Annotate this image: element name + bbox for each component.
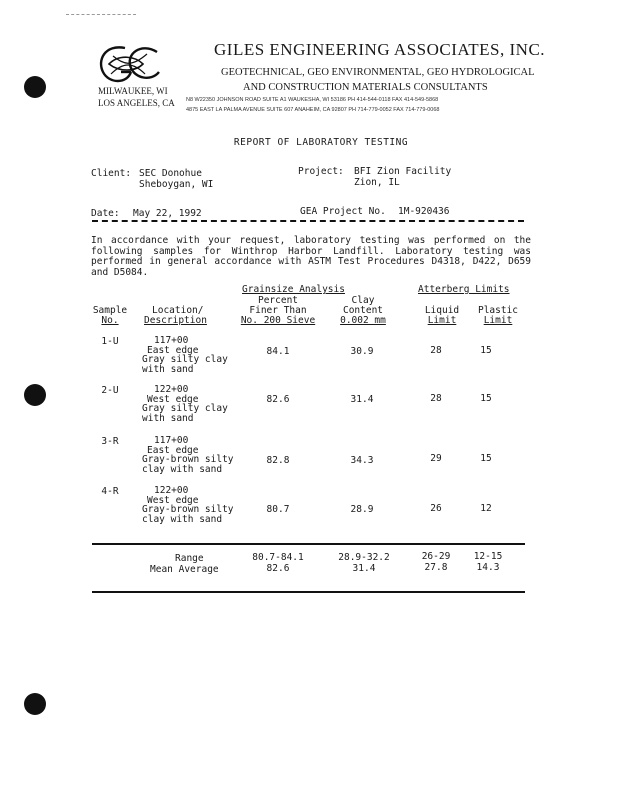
summary-bottom-rule xyxy=(92,591,525,593)
summary-percent-finer-range: 80.7-84.1 xyxy=(252,552,304,563)
table-row-2-description: 122+00 West edge Gray silty clay with sand xyxy=(142,384,228,424)
office-location-los-angeles: LOS ANGELES, CA xyxy=(98,98,175,108)
summary-range-label: Range xyxy=(175,553,204,564)
table-row-4-sample: 4-R xyxy=(101,486,119,497)
table-row-4-plastic-limit: 12 xyxy=(480,503,492,514)
col-header-liquid-limit: Liquid Limit xyxy=(424,305,460,326)
table-row-1-description: 117+00 East edge Gray silty clay with sand xyxy=(142,335,228,375)
company-tagline-2: AND CONSTRUCTION MATERIALS CONSULTANTS xyxy=(243,82,488,93)
gea-project-label: GEA Project No. xyxy=(300,206,386,217)
table-row-3-clay-content: 34.3 xyxy=(350,455,374,466)
summary-plastic-limit-mean: 14.3 xyxy=(476,562,500,573)
table-row-3-description: 117+00 East edge Gray-brown silty clay with sand xyxy=(142,435,234,475)
table-row-1-percent-finer: 84.1 xyxy=(266,346,290,357)
table-row-4-clay-content: 28.9 xyxy=(350,504,374,515)
table-row-2-percent-finer: 82.6 xyxy=(266,394,290,405)
summary-plastic-limit-range: 12-15 xyxy=(473,551,503,562)
table-row-3-liquid-limit: 29 xyxy=(430,453,442,464)
company-tagline-1: GEOTECHNICAL, GEO ENVIRONMENTAL, GEO HYDROLOGICAL xyxy=(221,67,535,78)
summary-liquid-limit-mean: 27.8 xyxy=(424,562,448,573)
grainsize-group-header: Grainsize Analysis xyxy=(242,284,345,295)
punch-hole-middle xyxy=(24,384,46,406)
summary-mean-label: Mean Average xyxy=(150,564,219,575)
report-date: May 22, 1992 xyxy=(133,208,202,219)
col-header-sample: Sample No. xyxy=(92,305,128,326)
project-label: Project: xyxy=(298,166,344,177)
summary-clay-content-range: 28.9-32.2 xyxy=(338,552,390,563)
table-row-2-liquid-limit: 28 xyxy=(430,393,442,404)
intro-paragraph: In accordance with your request, laboratory testing was performed on the following samples for Winthrop Harbor Landfill. Laboratory testing was performed in general accordance with ASTM Test Procedures D4318, D422, D659 and D5084. xyxy=(91,235,531,278)
summary-clay-content-mean: 31.4 xyxy=(352,563,376,574)
table-row-1-clay-content: 30.9 xyxy=(350,346,374,357)
address-line-1: N8 W22350 JOHNSON ROAD SUITE A1 WAUKESHA, WI 53186 PH 414-544-0118 FAX 414-549-5868 xyxy=(186,97,439,103)
table-row-2-sample: 2-U xyxy=(101,385,119,396)
client-label: Client: xyxy=(91,168,132,179)
table-row-3-plastic-limit: 15 xyxy=(480,453,492,464)
summary-top-rule xyxy=(92,543,525,545)
table-row-3-percent-finer: 82.8 xyxy=(266,455,290,466)
table-row-4-description: 122+00 West edge Gray-brown silty clay with sand xyxy=(142,485,234,525)
table-row-2-clay-content: 31.4 xyxy=(350,394,374,405)
punch-hole-bottom xyxy=(24,693,46,715)
col-header-percent-finer: Percent Finer Than No. 200 Sieve xyxy=(240,295,316,326)
office-location-milwaukee: MILWAUKEE, WI xyxy=(98,86,168,96)
header-divider xyxy=(92,220,524,222)
table-row-1-plastic-limit: 15 xyxy=(480,345,492,356)
address-line-2: 4875 EAST LA PALMA AVENUE SUITE 607 ANAHEIM, CA 92807 PH 714-779-0052 FAX 714-779-0068 xyxy=(186,107,440,113)
table-row-4-liquid-limit: 26 xyxy=(430,503,442,514)
summary-liquid-limit-range: 26-29 xyxy=(421,551,451,562)
table-row-2-plastic-limit: 15 xyxy=(480,393,492,404)
project-name: BFI Zion Facility xyxy=(354,166,452,177)
date-label: Date: xyxy=(91,208,120,219)
fax-header-marks xyxy=(66,14,136,15)
report-title: REPORT OF LABORATORY TESTING xyxy=(233,137,409,148)
table-row-4-percent-finer: 80.7 xyxy=(266,504,290,515)
punch-hole-top xyxy=(24,76,46,98)
col-header-location: Location/ Description xyxy=(144,305,207,326)
company-logo xyxy=(95,42,161,90)
client-city: Sheboygan, WI xyxy=(139,179,214,190)
company-name: GILES ENGINEERING ASSOCIATES, INC. xyxy=(214,40,546,59)
col-header-clay-content: Clay Content 0.002 mm xyxy=(340,295,386,326)
summary-percent-finer-mean: 82.6 xyxy=(266,563,290,574)
table-row-1-sample: 1-U xyxy=(101,336,119,347)
gea-project-number: 1M-920436 xyxy=(398,206,450,217)
table-row-3-sample: 3-R xyxy=(101,436,119,447)
project-city: Zion, IL xyxy=(354,177,400,188)
col-header-plastic-limit: Plastic Limit xyxy=(477,305,519,326)
table-row-1-liquid-limit: 28 xyxy=(430,345,442,356)
atterberg-group-header: Atterberg Limits xyxy=(418,284,510,295)
client-name: SEC Donohue xyxy=(139,168,202,179)
